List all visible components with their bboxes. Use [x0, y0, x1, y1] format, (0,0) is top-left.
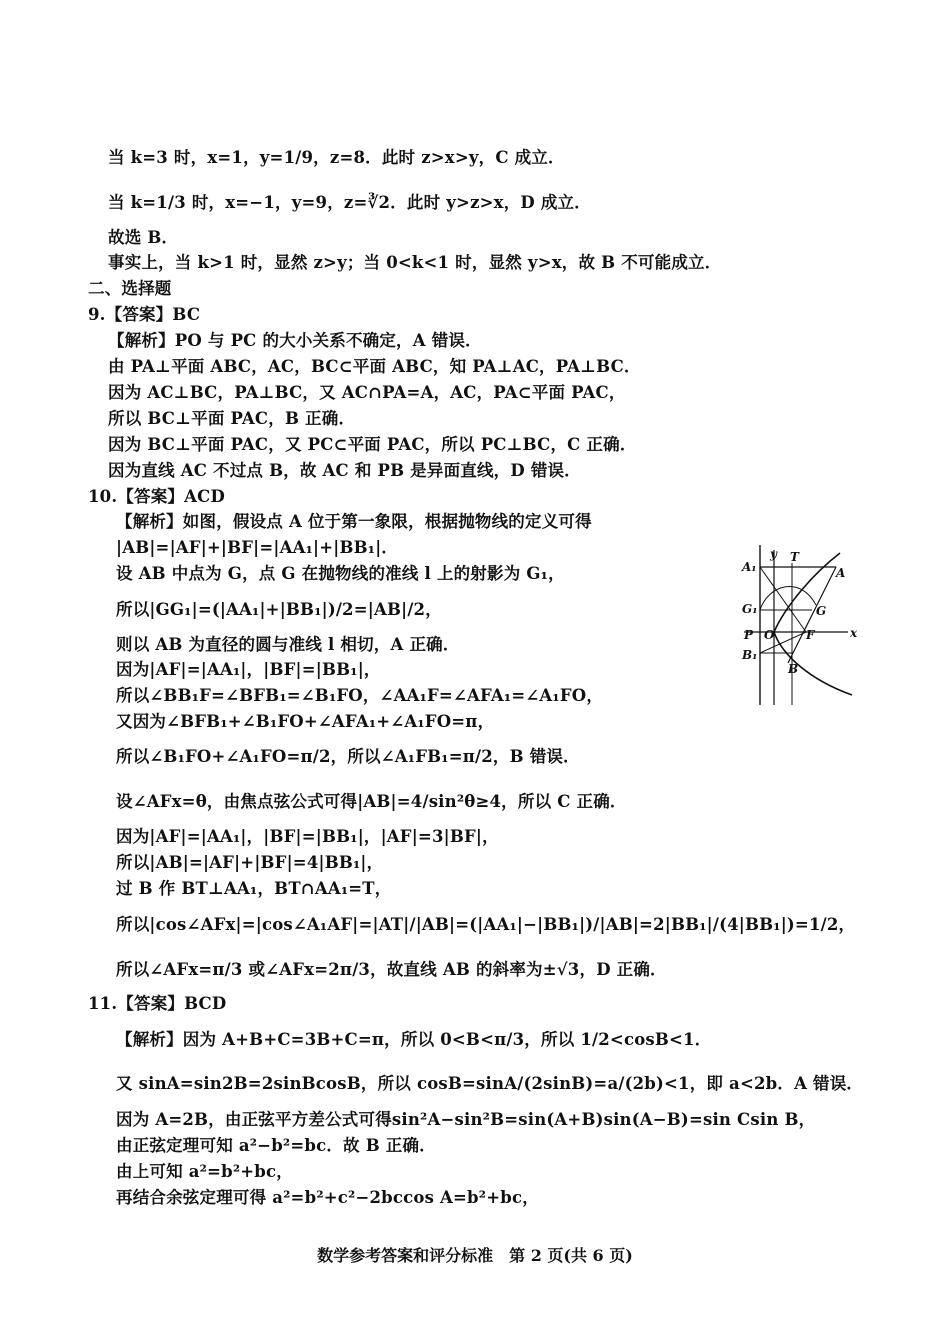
text-line: 当 k=1/3 时，x=−1，y=9，z=∛2．此时 y>z>x，D 成立． [108, 193, 591, 212]
label-G: G [816, 604, 827, 618]
label-O: O [764, 628, 775, 642]
text-line: 因为 BC⊥平面 PAC，又 PC⊂平面 PAC，所以 PC⊥BC，C 正确． [108, 435, 637, 454]
text-line: 当 k=3 时，x=1，y=1/9，z=8．此时 z>x>y，C 成立． [108, 148, 565, 167]
text-line: 11.【答案】BCD [88, 994, 227, 1013]
text-line: 则以 AB 为直径的圆与准线 l 相切，A 正确． [116, 635, 460, 654]
text-line: 【解析】如图，假设点 A 位于第一象限，根据抛物线的定义可得 [116, 512, 592, 531]
text-line: 二、选择题 [88, 279, 172, 298]
text-line: 故选 B． [108, 228, 179, 247]
text-line: 因为 AC⊥BC，PA⊥BC，又 AC∩PA=A，AC，PA⊂平面 PAC， [108, 383, 626, 402]
text-line: 又 sinA=sin2B=2sinBcosB，所以 cosB=sinA/(2sinB)=a/(2b)<1，即 a<2b．A 错误． [116, 1074, 864, 1093]
text-line: 因为|AF|=|AA₁|，|BF|=|BB₁|，|AF|=3|BF|， [116, 827, 499, 846]
text-line: 9.【答案】BC [88, 305, 201, 324]
label-x: x [850, 626, 858, 640]
label-y: y [770, 547, 777, 561]
a1f-line [760, 567, 806, 632]
label-P: P [744, 628, 754, 642]
text-line: 所以|GG₁|=(|AA₁|+|BB₁|)/2=|AB|/2， [116, 600, 442, 619]
text-line: 所以|cos∠AFx|=|cos∠A₁AF|=|AT|/|AB|=(|AA₁|−|BB₁|)/|AB|=2|BB₁|/(4|BB₁|)=1/2， [116, 915, 856, 934]
text-line: 【解析】PO 与 PC 的大小关系不确定，A 错误． [108, 331, 482, 350]
text-line: 设 AB 中点为 G，点 G 在抛物线的准线 l 上的射影为 G₁， [116, 564, 565, 583]
text-line: 由 PA⊥平面 ABC，AC，BC⊂平面 ABC，知 PA⊥AC，PA⊥BC． [108, 357, 641, 376]
chord-ab [788, 567, 836, 663]
parabola-figure [730, 545, 860, 710]
label-A1: A₁ [742, 560, 757, 574]
text-line: 所以∠B₁FO+∠A₁FO=π/2，所以∠A₁FB₁=π/2，B 错误． [116, 747, 580, 766]
label-F: F [806, 628, 815, 642]
text-line: 设∠AFx=θ，由焦点弦公式可得|AB|=4/sin²θ≥4，所以 C 正确． [116, 792, 627, 811]
text-line: 过 B 作 BT⊥AA₁，BT∩AA₁=T， [116, 879, 392, 898]
text-line: 因为|AF|=|AA₁|，|BF|=|BB₁|， [116, 660, 381, 679]
text-line: 所以 BC⊥平面 PAC，B 正确． [108, 409, 356, 428]
text-line: 所以|AB|=|AF|+|BF|=4|BB₁|， [116, 853, 384, 872]
text-line: |AB|=|AF|+|BF|=|AA₁|+|BB₁|． [116, 538, 399, 557]
text-line: 因为 A=2B，由正弦平方差公式可得sin²A−sin²B=sin(A+B)sin(A−B)=sin Csin B， [116, 1110, 816, 1129]
page-footer: 数学参考答案和评分标准 第 2 页(共 6 页) [317, 1246, 633, 1265]
text-line: 由正弦定理可知 a²−b²=bc．故 B 正确． [116, 1136, 436, 1155]
text-line: 再结合余弦定理可得 a²=b²+c²−2bccos A=b²+bc， [116, 1188, 539, 1207]
text-line: 由上可知 a²=b²+bc， [116, 1162, 293, 1181]
label-B: B [788, 662, 799, 676]
text-line: 事实上，当 k>1 时，显然 z>y；当 0<k<1 时，显然 y>x，故 B 不可能成立． [108, 253, 722, 272]
text-line: 因为直线 AC 不过点 B，故 AC 和 PB 是异面直线，D 错误． [108, 461, 581, 480]
text-line: 10.【答案】ACD [88, 487, 225, 506]
text-line: 又因为∠BFB₁+∠B₁FO+∠AFA₁+∠A₁FO=π， [116, 712, 495, 731]
text-line: 所以∠BB₁F=∠BFB₁=∠B₁FO，∠AA₁F=∠AFA₁=∠A₁FO， [116, 686, 604, 705]
label-A: A [836, 566, 846, 580]
text-line: 【解析】因为 A+B+C=3B+C=π，所以 0<B<π/3，所以 1/2<cosB<1． [116, 1030, 712, 1049]
text-line: 所以∠AFx=π/3 或∠AFx=2π/3，故直线 AB 的斜率为±√3，D 正确． [116, 960, 667, 979]
label-B1: B₁ [742, 648, 758, 662]
label-T: T [790, 550, 799, 564]
label-G1: G₁ [742, 602, 758, 616]
